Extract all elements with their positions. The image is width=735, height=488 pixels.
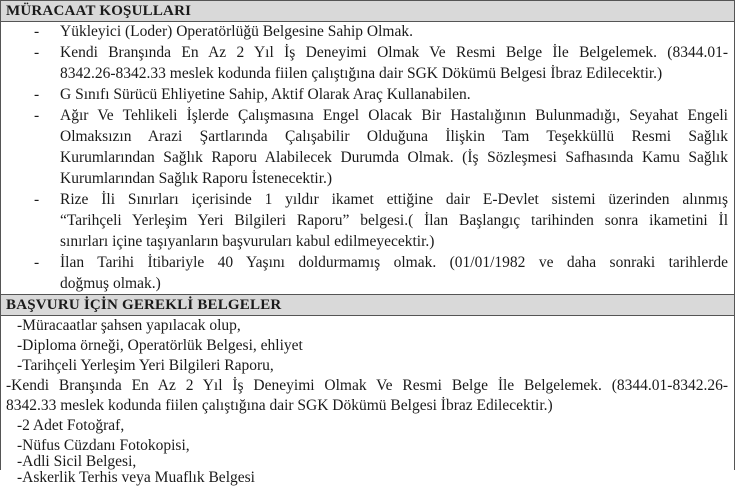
list-bullet: -: [34, 23, 40, 40]
list-item: Rize İli Sınırları içerisinde 1 yıldır ikamet ettiğine dair E-Devlet sistemi üzerinden alınmış: [60, 191, 728, 208]
list-item-continuation: Kurumlarından Sağlık Raporu İstenecektir.): [60, 170, 333, 187]
list-item-continuation: 8342.33 meslek kodunda fiilen çalıştığına dair SGK Dökümü Belgesi İbraz Edilecektir.): [6, 397, 553, 414]
list-item: -Askerlik Terhis veya Muaflık Belgesi: [17, 469, 255, 486]
list-item-continuation: “Tarihçeli Yerleşim Yeri Bilgileri Raporu” belgesi.( İlan Başlangıç tarihinden sonra ikametini İl: [60, 212, 728, 229]
list-item-continuation: doğmuş olmak.): [60, 275, 161, 292]
list-bullet: -: [34, 191, 40, 208]
list-item: Yükleyici (Loder) Operatörlüğü Belgesine Sahip Olmak.: [60, 23, 413, 40]
list-item: Ağır Ve Tehlikeli İşlerde Çalışmasına Engel Olacak Bir Hastalığının Bulunmadığı, Seyahat Engeli: [60, 107, 728, 124]
list-item: İlan Tarihi İtibariyle 40 Yaşını doldurmamış olmak. (01/01/1982 ve daha sonraki tarihlerde: [60, 254, 728, 271]
list-item: Kendi Branşında En Az 2 Yıl İş Deneyimi Olmak Ve Resmi Belge İle Belgelemek. (8344.01-: [60, 44, 728, 61]
list-bullet: -: [34, 107, 40, 124]
list-item: -2 Adet Fotoğraf,: [17, 417, 125, 434]
list-bullet: -: [34, 86, 40, 103]
list-item: -Müracaatlar şahsen yapılacak olup,: [17, 317, 241, 334]
list-item: -Tarihçeli Yerleşim Yeri Bilgileri Raporu,: [17, 357, 274, 374]
list-item: -Diploma örneği, Operatörlük Belgesi, ehliyet: [17, 337, 303, 354]
list-item-continuation: Kurumlarından Sağlık Raporu Alabilecek Durumda Olmak. (İş Sözleşmesi Safhasında Kamu Sağlık: [60, 149, 728, 166]
left-border: [0, 0, 1, 470]
list-item-continuation: Olmaksızın Arazi Şartlarında Çalışabilir Olduğuna İlişkin Tam Teşekküllü Resmi Sağlık: [60, 128, 728, 145]
list-item: -Nüfus Cüzdanı Fotokopisi,: [17, 437, 190, 454]
list-bullet: -: [34, 44, 40, 61]
section2-title: BAŞVURU İÇİN GEREKLİ BELGELER: [6, 297, 282, 313]
list-bullet: -: [34, 254, 40, 271]
list-item: -Kendi Branşında En Az 2 Yıl İş Deneyimi Olmak Ve Resmi Belge İle Belgelemek. (8344.01-8342.26-: [6, 377, 728, 394]
list-item: G Sınıfı Sürücü Ehliyetine Sahip, Aktif Olarak Araç Kullanabilen.: [60, 86, 471, 103]
section1-title: MÜRACAAT KOŞULLARI: [6, 3, 192, 19]
list-item: -Adli Sicil Belgesi,: [17, 453, 137, 470]
list-item-continuation: 8342.26-8342.33 meslek kodunda fiilen çalıştığına dair SGK Dökümü Belgesi İbraz Edilecektir.): [60, 65, 663, 82]
list-item-continuation: sınırları içine taşıyanların başvuruları kabul edilmeyecektir.): [60, 233, 435, 250]
